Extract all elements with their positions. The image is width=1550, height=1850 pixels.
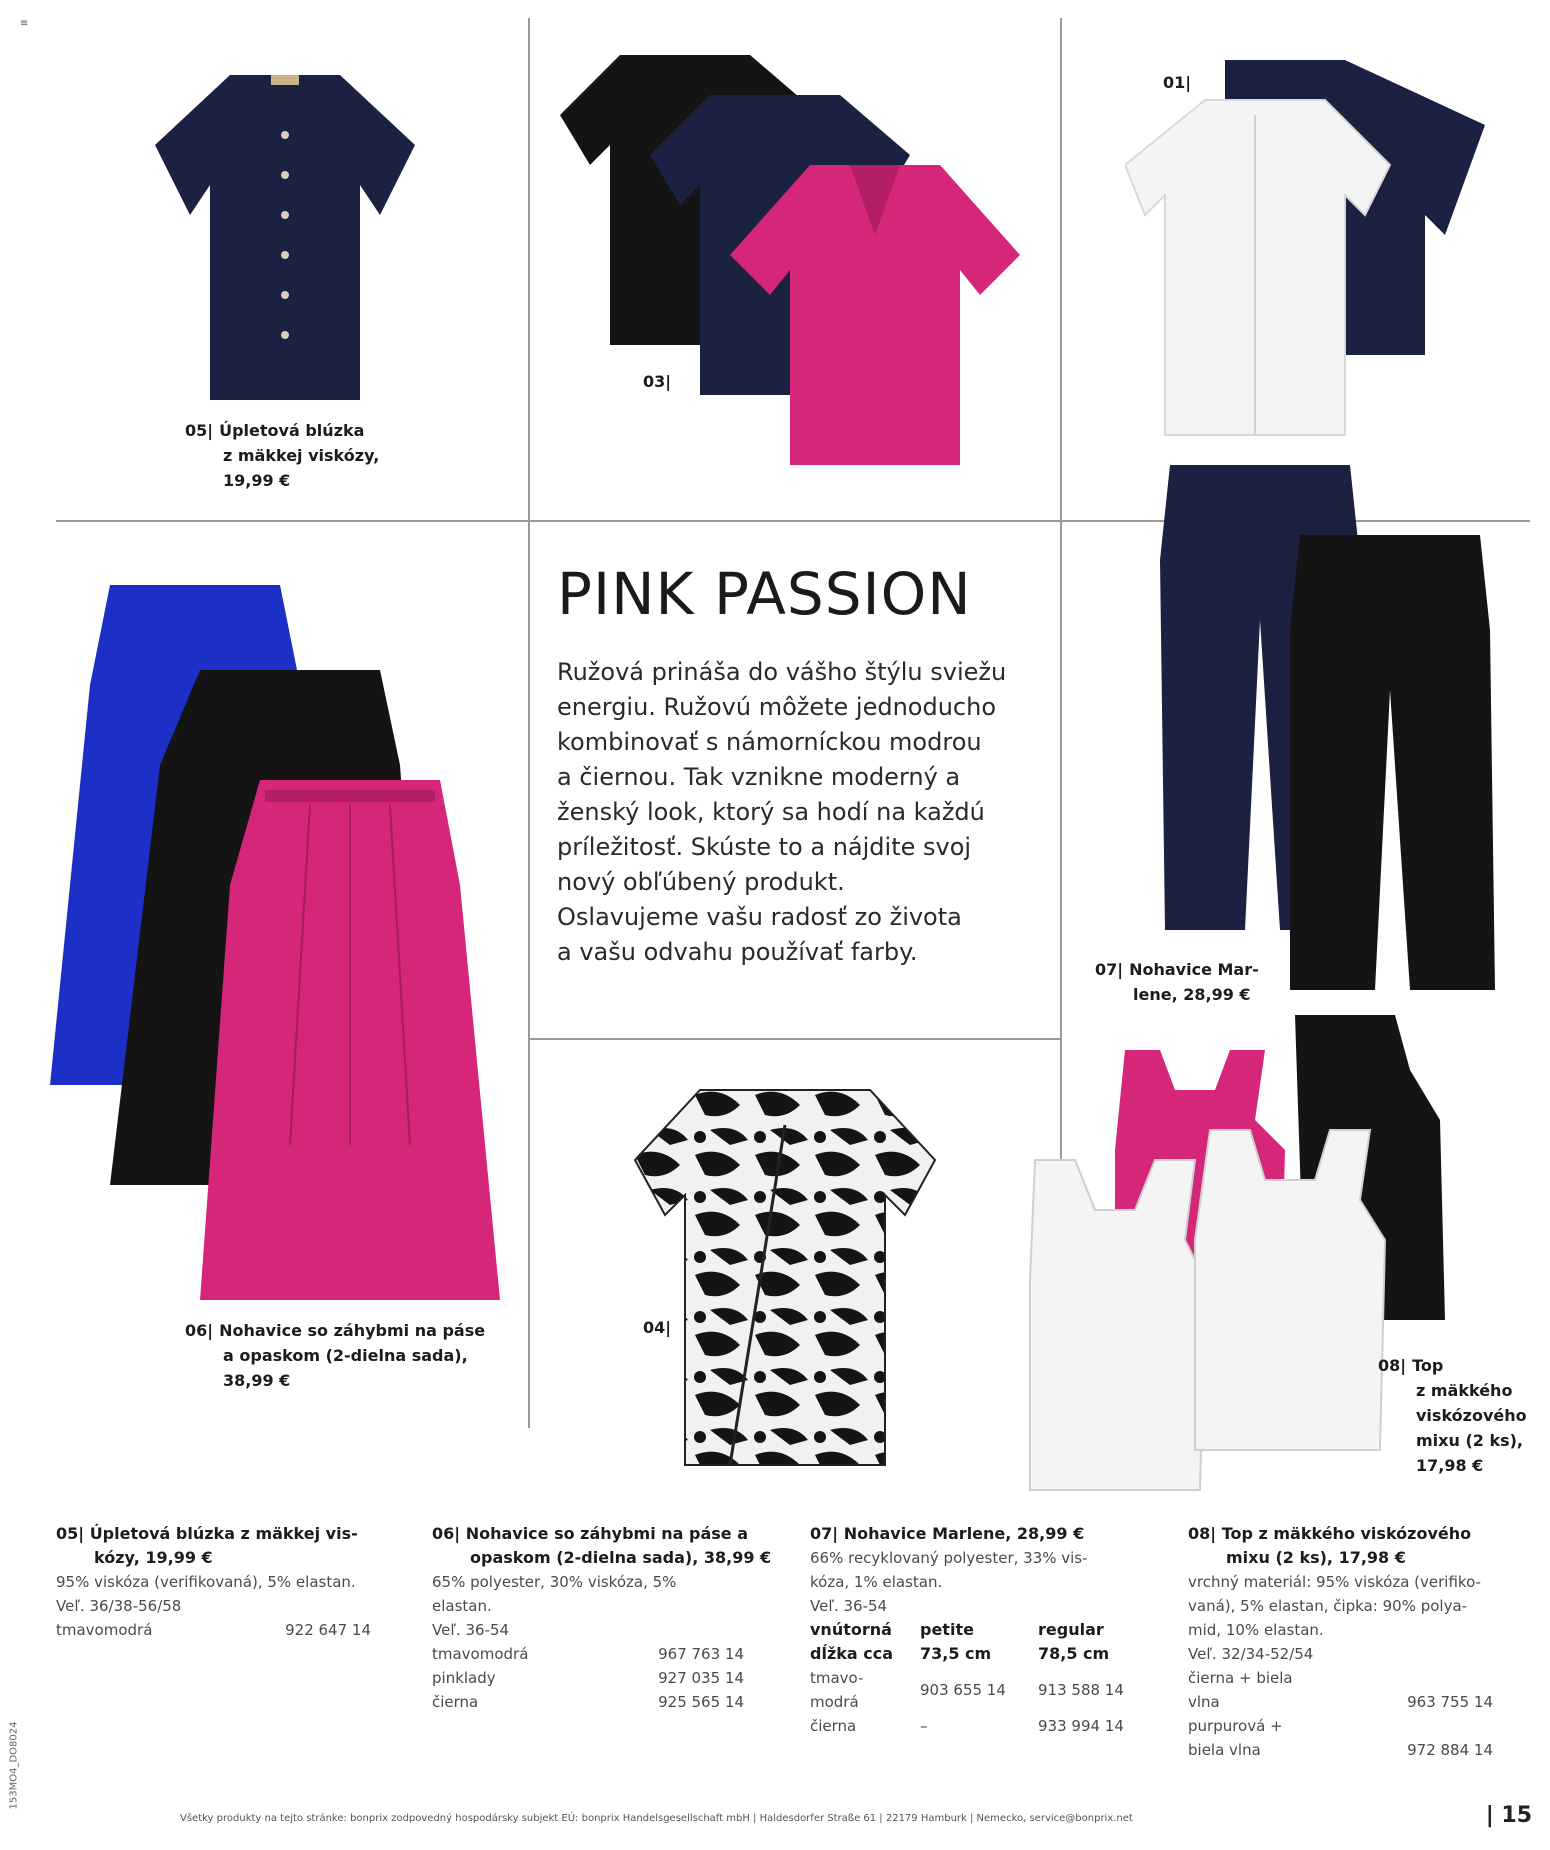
spec-06-code: 967 763 14 (658, 1645, 744, 1663)
spec-06-code: 927 035 14 (658, 1669, 744, 1687)
spec-08-color (1188, 1714, 1283, 1762)
spec-07-head-col0-l1: vnútorná (810, 1620, 892, 1639)
spec-07-row-label-l2: modrá (810, 1693, 859, 1711)
caption-06-line-3: 38,99 € (223, 1371, 291, 1390)
spec-05-sizes: Veľ. 36/38-56/58 (56, 1597, 182, 1615)
intro-line: Oslavujeme vašu radosť zo života (557, 903, 962, 931)
intro-copy (557, 655, 1077, 970)
spec-05-row (56, 1618, 371, 1642)
spec-06-title-line-1: Nohavice so záhybmi na páse a (465, 1524, 749, 1543)
intro-line: kombinovať s námorníckou modrou (557, 728, 982, 756)
spec-06-material-2: elastan. (432, 1597, 492, 1615)
caption-05-number: 05| (185, 421, 214, 440)
caption-08-number: 08| (1378, 1356, 1407, 1375)
caption-08-line-3: viskózového (1416, 1406, 1527, 1425)
caption-06-line-2: a opaskom (2-dielna sada), (223, 1346, 468, 1365)
divider-vertical-right (1060, 18, 1062, 1178)
spec-07-head-col2-l1: regular (1038, 1620, 1104, 1639)
spec-07-table-row (810, 1666, 1150, 1714)
spec-07-head-col0-l2: dĺžka cca (810, 1644, 894, 1663)
spec-06-color: čierna (432, 1693, 479, 1711)
spec-07-head-col0 (810, 1618, 920, 1666)
spec-07-head-col1 (920, 1618, 1038, 1666)
spec-07-row-regular: 933 994 14 (1038, 1717, 1124, 1735)
spec-06 (432, 1522, 772, 1714)
intro-line: a vašu odvahu používať farby. (557, 938, 918, 966)
spec-07-row-label-l1: tmavo- (810, 1669, 864, 1687)
spec-07 (810, 1522, 1150, 1738)
spec-05-code: 922 647 14 (285, 1621, 371, 1639)
caption-03-number: 03| (643, 372, 672, 391)
spec-08-color-l2: biela vlna (1188, 1741, 1261, 1759)
spec-08-material-3: mid, 10% elastan. (1188, 1621, 1324, 1639)
spec-07-title (810, 1522, 1150, 1546)
spec-08-code: 972 884 14 (1407, 1741, 1493, 1759)
spec-07-title-line-1: Nohavice Marlene, 28,99 € (843, 1524, 1085, 1543)
wide-leg-trousers-image (50, 585, 500, 1305)
intro-line: energiu. Ružovú môžete jednoducho (557, 693, 997, 721)
spec-06-material-1: 65% polyester, 30% viskóza, 5% (432, 1573, 677, 1591)
spec-06-color: tmavomodrá (432, 1645, 529, 1663)
caption-05-line-2: z mäkkej viskózy, (223, 446, 380, 465)
spec-08-material-2: vaná), 5% elastan, čipka: 90% polya- (1188, 1597, 1468, 1615)
caption-08-line-4: mixu (2 ks), (1416, 1431, 1524, 1450)
vneck-tops-image (560, 45, 1030, 475)
spec-07-row-petite: 903 655 14 (920, 1681, 1006, 1699)
spec-07-table-row (810, 1714, 1150, 1738)
caption-06-number: 06| (185, 1321, 214, 1340)
caption-08-line-1: Top (1412, 1356, 1444, 1375)
divider-horizontal-middle (528, 1038, 1060, 1040)
spec-05-number: 05| (56, 1524, 85, 1543)
spec-07-head-col2-l2: 78,5 cm (1038, 1644, 1110, 1663)
intro-line: nový obľúbený produkt. (557, 868, 845, 896)
spec-07-row-regular: 913 588 14 (1038, 1681, 1124, 1699)
intro-line: Ružová prináša do vášho štýlu sviežu (557, 658, 1007, 686)
spec-07-number: 07| (810, 1524, 839, 1543)
caption-08-line-5: 17,98 € (1416, 1456, 1484, 1475)
caption-08 (1378, 1353, 1527, 1478)
side-catalog-code: 153MO4_DO8024 (8, 1721, 20, 1810)
marlene-trousers-image (1160, 460, 1500, 1000)
spec-07-material-2: kóza, 1% elastan. (810, 1573, 943, 1591)
spec-06-title-line-2: opaskom (2-dielna sada), 38,99 € (470, 1548, 772, 1567)
spec-08-code: 963 755 14 (1407, 1693, 1493, 1711)
spec-06-color: pinklady (432, 1669, 496, 1687)
spec-05-material: 95% viskóza (verifikovaná), 5% elastan. (56, 1573, 356, 1591)
spec-08-sizes: Veľ. 32/34-52/54 (1188, 1645, 1314, 1663)
caption-07-line-2: lene, 28,99 € (1133, 985, 1251, 1004)
intro-line: príležitosť. Skúste to a nájdite svoj (557, 833, 972, 861)
page-number: | 15 (1485, 1803, 1532, 1828)
spec-07-sizes: Veľ. 36-54 (810, 1597, 888, 1615)
caption-01-number: 01| (1163, 73, 1192, 92)
spec-08-title-line-1: Top z mäkkého viskózového (1221, 1524, 1472, 1543)
spec-08-row (1188, 1714, 1493, 1762)
spec-05 (56, 1522, 386, 1642)
caption-05-line-1: Úpletová blúzka (219, 421, 365, 440)
spec-08-title-line-2: mixu (2 ks), 17,98 € (1226, 1548, 1406, 1567)
caption-07 (1095, 957, 1259, 1007)
spec-08-color-l1: purpurová + (1188, 1717, 1283, 1735)
spec-08 (1188, 1522, 1518, 1762)
spec-05-title-line-2: kózy, 19,99 € (94, 1548, 213, 1567)
caption-05-line-3: 19,99 € (223, 471, 291, 490)
spec-05-color: tmavomodrá (56, 1621, 153, 1639)
spec-07-row-petite: – (920, 1717, 928, 1735)
patterned-wrap-blouse-image (630, 1085, 940, 1475)
intro-line: ženský look, ktorý sa hodí na každú (557, 798, 985, 826)
caption-06 (185, 1318, 485, 1393)
caption-08-line-2: z mäkkého (1416, 1381, 1513, 1400)
spec-06-row (432, 1642, 744, 1666)
spec-08-color-l2: vlna (1188, 1693, 1220, 1711)
caption-06-line-1: Nohavice so záhybmi na páse (219, 1321, 486, 1340)
spec-08-number: 08| (1188, 1524, 1217, 1543)
corner-mark: ≡ (20, 18, 29, 29)
page-headline: PINK PASSION (557, 560, 972, 628)
spec-07-head-col2 (1038, 1618, 1148, 1666)
spec-05-title-line-1: Úpletová blúzka z mäkkej vis- (89, 1524, 358, 1543)
navy-blouse-image (135, 65, 435, 405)
spec-07-row-label: čierna (810, 1717, 857, 1735)
spec-06-number: 06| (432, 1524, 461, 1543)
spec-06-row (432, 1690, 744, 1714)
spec-07-table-head (810, 1618, 1150, 1666)
spec-08-title (1188, 1522, 1518, 1546)
spec-07-row-label (810, 1666, 920, 1714)
spec-06-sizes: Veľ. 36-54 (432, 1621, 510, 1639)
intro-line: a čiernou. Tak vznikne moderný a (557, 763, 961, 791)
spec-07-head-col1-l1: petite (920, 1620, 974, 1639)
spec-06-title (432, 1522, 772, 1546)
spec-05-title (56, 1522, 386, 1546)
caption-07-line-1: Nohavice Mar- (1129, 960, 1259, 979)
footer-legal-text: Všetky produkty na tejto stránke: bonprix zodpovedný hospodársky subjekt EÚ: bonprix Handelsgesellschaft mbH | Haldesdorfer Straße 61 | 22179 Hamburk | Nemecko, service@bonprix.net (180, 1813, 1133, 1824)
spec-07-head-col1-l2: 73,5 cm (920, 1644, 992, 1663)
spec-08-material-1: vrchný materiál: 95% viskóza (verifiko- (1188, 1573, 1481, 1591)
spec-07-material-1: 66% recyklovaný polyester, 33% vis- (810, 1549, 1088, 1567)
caption-07-number: 07| (1095, 960, 1124, 979)
spec-06-row (432, 1666, 744, 1690)
caption-04-number: 04| (643, 1318, 672, 1337)
spec-08-color-l1: čierna + biela (1188, 1669, 1293, 1687)
caption-05 (185, 418, 379, 493)
spec-08-row (1188, 1666, 1493, 1714)
white-navy-blouse-image (1125, 55, 1495, 445)
spec-08-color (1188, 1666, 1293, 1714)
divider-vertical-left (528, 18, 530, 1428)
spec-06-code: 925 565 14 (658, 1693, 744, 1711)
